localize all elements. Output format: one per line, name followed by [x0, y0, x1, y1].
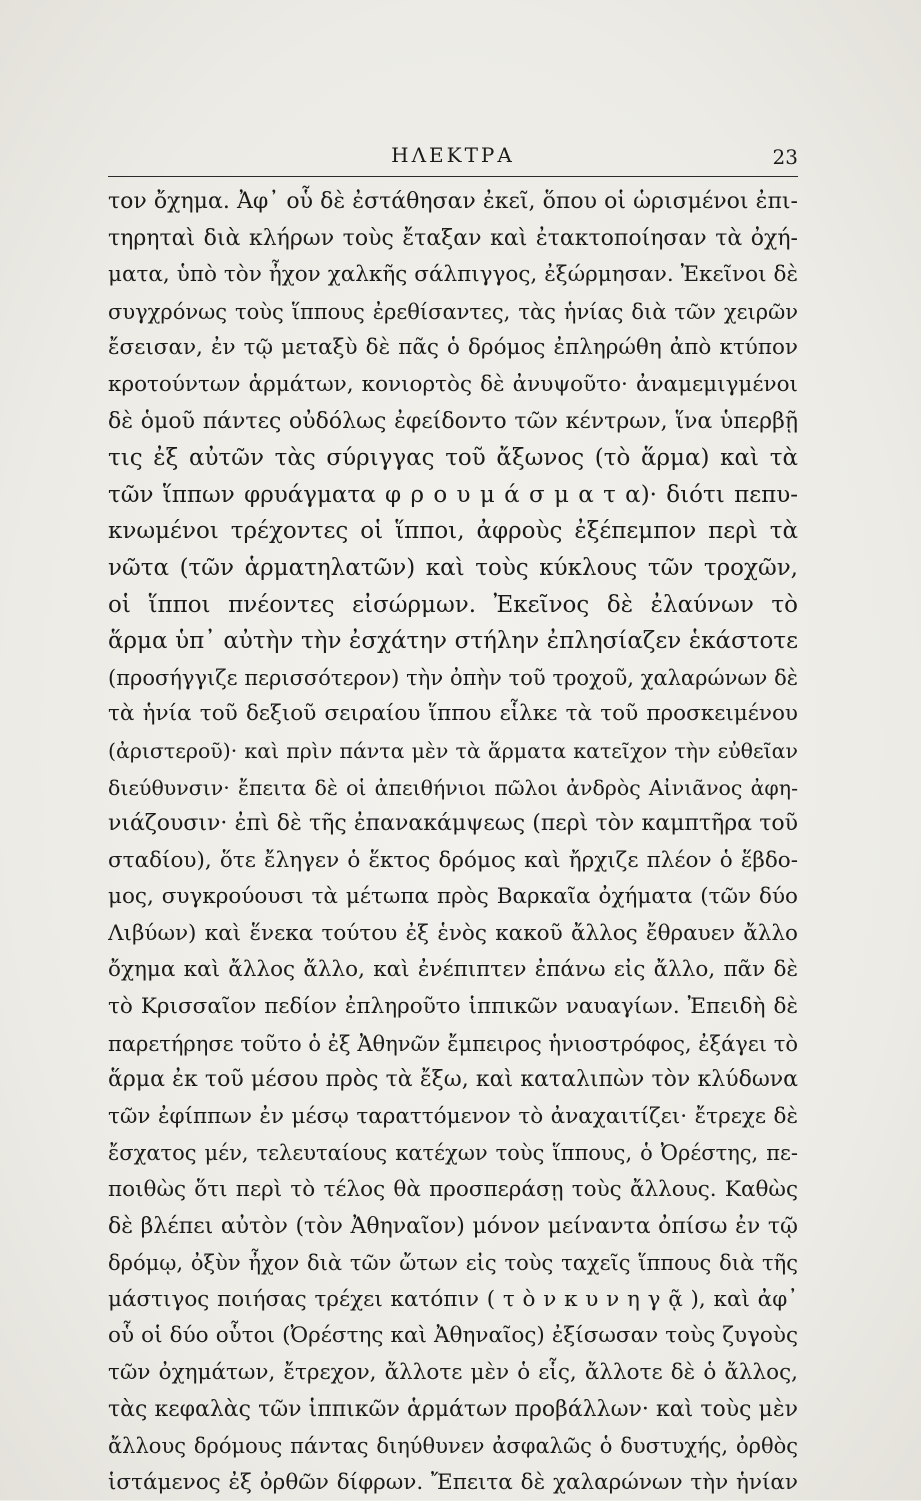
text-line: τῶν ἵππων φρυάγματα φ ρ ο υ μ ά σ μ α τ α)· διότι πεπυ- — [108, 481, 798, 508]
text-line: συγχρόνως τοὺς ἵππους ἐρεθίσαντες, τὰς ἡνίας διὰ τῶν χειρῶν — [108, 299, 798, 324]
text-line: μάστιγος ποιήσας τρέχει κατόπιν ( τ ὸ ν κ υ ν η γ ᾷ ), καὶ ἀφ᾽ — [108, 1286, 798, 1312]
text-line: τηρηταὶ διὰ κλήρων τοὺς ἔταξαν καὶ ἐτακτοποίησαν τὰ ὀχή- — [108, 225, 798, 251]
text-line: ἔσεισαν, ἐν τῷ μεταξὺ δὲ πᾶς ὁ δρόμος ἐπληρώθη ἀπὸ κτύπον — [108, 335, 798, 361]
text-line: ἅρμα ὑπ᾽ αὐτὴν τὴν ἐσχάτην στήλην ἐπλησίαζεν ἑκάστοτε — [108, 628, 798, 655]
text-line: οὗ οἱ δύο οὗτοι (Ὀρέστης καὶ Ἀθηναῖος) ἐξίσωσαν τοὺς ζυγοὺς — [108, 1323, 798, 1349]
text-line: τὰ ἡνία τοῦ δεξιοῦ σειραίου ἵππου εἷλκε τὰ τοῦ προσκειμένου — [108, 701, 798, 727]
text-line: τὸ Κρισσαῖον πεδίον ἐπληροῦτο ἱππικῶν ναυαγίων. Ἐπειδὴ δὲ — [108, 994, 798, 1020]
text-line: τῶν ὀχημάτων, ἔτρεχον, ἄλλοτε μὲν ὁ εἷς, ἄλλοτε δὲ ὁ ἄλλος, — [108, 1360, 798, 1385]
running-title: ΗΛΕΚΤΡΑ — [391, 143, 515, 167]
text-line: οἱ ἵπποι πνέοντες εἰσώρμων. Ἐκεῖνος δὲ ἐλαύνων τὸ — [108, 591, 798, 618]
body-text — [108, 184, 798, 1501]
text-line: ὄχημα καὶ ἄλλος ἄλλο, καὶ ἐνέπιπτεν ἐπάνω εἰς ἄλλο, πᾶν δὲ — [108, 957, 798, 983]
text-line: ἱστάμενος ἐξ ὀρθῶν δίφρων. Ἔπειτα δὲ χαλαρώνων τὴν ἡνίαν — [108, 1469, 798, 1495]
text-line: μος, συγκρούουσι τὰ μέτωπα πρὸς Βαρκαῖα ὀχήματα (τῶν δύο — [108, 884, 798, 910]
running-head — [108, 143, 798, 175]
text-line: δρόμῳ, ὀξὺν ἦχον διὰ τῶν ὤτων εἰς τοὺς ταχεῖς ἵππους διὰ τῆς — [108, 1251, 798, 1276]
text-line: Λιβύων) καὶ ἕνεκα τούτου ἐξ ἑνὸς κακοῦ ἄλλος ἔθραυεν ἄλλο — [108, 920, 798, 946]
text-line: τον ὄχημα. Ἀφ᾽ οὗ δὲ ἐστάθησαν ἐκεῖ, ὅπου οἱ ὡρισμένοι ἐπι- — [108, 189, 798, 214]
text-line: ματα, ὑπὸ τὸν ἦχον χαλκῆς σάλπιγγος, ἐξώρμησαν. Ἐκεῖνοι δὲ — [108, 262, 798, 288]
header-rule — [108, 176, 798, 177]
text-line: σταδίου), ὅτε ἔληγεν ὁ ἕκτος δρόμος καὶ ἤρχιζε πλέον ὁ ἕβδο- — [108, 847, 798, 873]
text-line: διεύθυνσιν· ἔπειτα δὲ οἱ ἀπειθήνιοι πῶλοι ἀνδρὸς Αἰνιᾶνος ἀφη- — [108, 775, 798, 800]
text-line: τὰς κεφαλὰς τῶν ἱππικῶν ἁρμάτων προβάλλων· καὶ τοὺς μὲν — [108, 1396, 798, 1422]
text-line: κνωμένοι τρέχοντες οἱ ἵπποι, ἀφροὺς ἐξέπεμπον περὶ τὰ — [108, 518, 798, 545]
text-line: ἔσχατος μέν, τελευταίους κατέχων τοὺς ἵππους, ὁ Ὀρέστης, πε- — [108, 1141, 798, 1166]
text-line: δὲ ὁμοῦ πάντες οὐδόλως ἐφείδοντο τῶν κέντρων, ἵνα ὑπερβῇ — [108, 408, 798, 434]
text-line: παρετήρησε τοῦτο ὁ ἐξ Ἀθηνῶν ἔμπειρος ἡνιοστρόφος, ἐξάγει τὸ — [108, 1031, 798, 1056]
text-line: (ἀριστεροῦ)· καὶ πρὶν πάντα μὲν τὰ ἅρματα κατεῖχον τὴν εὐθεῖαν — [108, 738, 798, 763]
text-line: νιάζουσιν· ἐπὶ δὲ τῆς ἐπανακάμψεως (περὶ τὸν καμπτῆρα τοῦ — [108, 811, 798, 837]
text-line: νῶτα (τῶν ἁρματηλατῶν) καὶ τοὺς κύκλους τῶν τροχῶν, — [108, 554, 798, 581]
text-line: (προσήγγιζε περισσότερον) τὴν ὀπὴν τοῦ τροχοῦ, χαλαρώνων δὲ — [108, 665, 798, 690]
text-line: ποιθὼς ὅτι περὶ τὸ τέλος θὰ προσπεράσῃ τοὺς ἄλλους. Καθὼς — [108, 1177, 798, 1203]
text-line: ἅρμα ἐκ τοῦ μέσου πρὸς τὰ ἔξω, καὶ καταλιπὼν τὸν κλύδωνα — [108, 1067, 798, 1093]
text-line: ἄλλους δρόμους πάντας διηύθυνεν ἀσφαλῶς ὁ δυστυχής, ὀρθὸς — [108, 1434, 798, 1459]
text-line: τῶν ἐφίππων ἐν μέσῳ ταραττόμενον τὸ ἀναχαιτίζει· ἔτρεχε δὲ — [108, 1103, 798, 1129]
text-line: κροτούντων ἁρμάτων, κονιορτὸς δὲ ἀνυψοῦτο· ἀναμεμιγμένοι — [108, 371, 798, 397]
page-number: 23 — [772, 145, 798, 169]
text-line: δὲ βλέπει αὐτὸν (τὸν Ἀθηναῖον) μόνον μείναντα ὀπίσω ἐν τῷ — [108, 1213, 798, 1239]
text-line: τις ἐξ αὐτῶν τὰς σύριγγας τοῦ ἄξωνος (τὸ ἅρμα) καὶ τὰ — [108, 445, 798, 472]
